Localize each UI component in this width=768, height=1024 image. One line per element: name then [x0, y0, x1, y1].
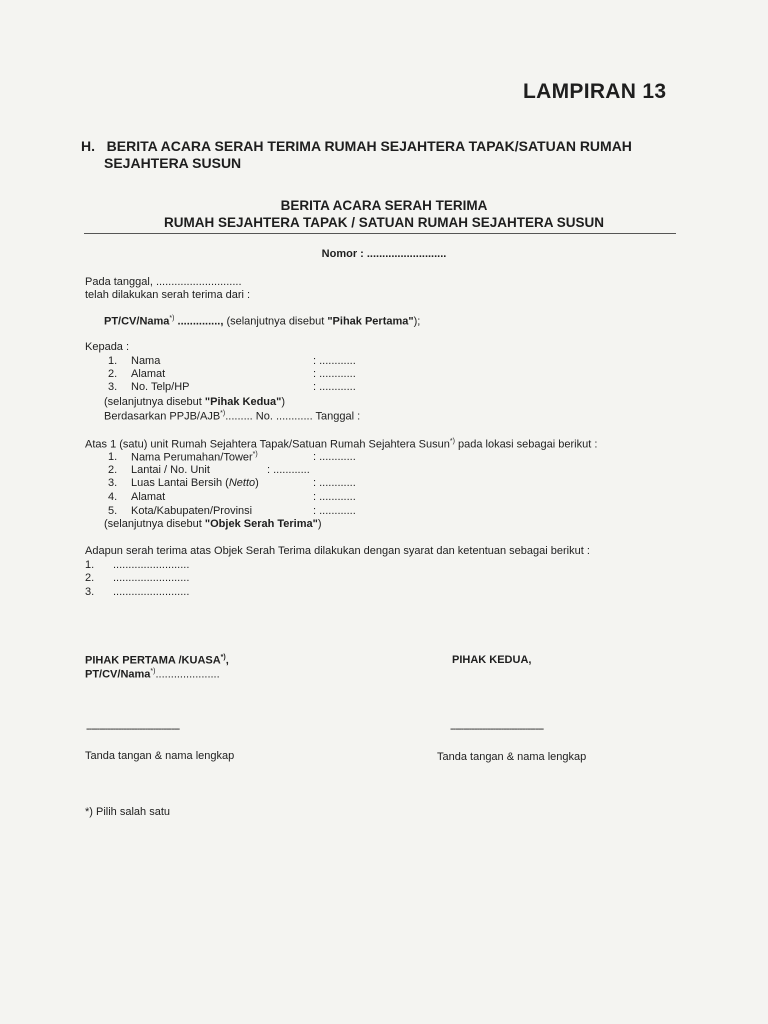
kepada-item-num: 1. — [108, 355, 118, 367]
sebut-end: ) — [281, 396, 286, 408]
sebut-pre: (selanjutnya disebut — [104, 396, 205, 408]
syarat-item-num: 2. — [85, 572, 95, 584]
unit-intro-pre: Atas 1 (satu) unit Rumah Sejahtera Tapak/Satuan Rumah Sejahtera Susun — [85, 438, 450, 451]
ppjb-rest: ......... No. ............ Tanggal : — [225, 410, 361, 423]
lampiran-heading: LAMPIRAN 13 — [523, 80, 667, 103]
left-pt-sup: *) — [150, 668, 156, 675]
syarat-item-dots: ......................... — [113, 559, 190, 571]
unit-item-text: Luas Lantai Bersih ( — [131, 477, 229, 489]
section-title-line2: SEJAHTERA SUSUN — [104, 155, 242, 171]
syarat-item-num: 1. — [85, 559, 95, 571]
syarat-item-dots: ......................... — [113, 572, 190, 584]
pt-quote: "Pihak Pertama" — [327, 315, 414, 328]
objek-quote: "Objek Serah Terima" — [204, 518, 318, 530]
section-title-line1: BERITA ACARA SERAH TERIMA RUMAH SEJAHTERA TAPAK/SATUAN RUMAH — [106, 138, 632, 154]
pihak-kedua-title: PIHAK KEDUA, — [452, 654, 532, 666]
right-signature-line: ----------------------------------- — [450, 723, 544, 735]
section-label: H. — [81, 138, 95, 154]
unit-item-value: : ............ — [313, 505, 356, 517]
unit-item-italic: Netto — [228, 477, 256, 489]
pihak-kedua-quote: "Pihak Kedua" — [204, 396, 282, 408]
pihak-pertama-title-sup: *) — [220, 654, 226, 661]
unit-item-num: 5. — [108, 505, 118, 517]
pihak-kedua-line — [104, 396, 285, 408]
unit-item-num: 2. — [108, 464, 118, 476]
doc-title-line1: BERITA ACARA SERAH TERIMA — [280, 198, 488, 213]
pihak-pertama-line — [104, 315, 420, 328]
unit-item-num: 3. — [108, 477, 118, 489]
section-title — [81, 138, 632, 154]
footnote: *) Pilih salah satu — [85, 806, 170, 818]
pihak-pertama-pt — [85, 668, 220, 681]
pt-rest: (selanjutnya disebut — [223, 315, 328, 328]
kepada-item-label: No. Telp/HP — [131, 381, 190, 393]
unit-item-text: Nama Perumahan/Tower — [131, 451, 253, 464]
unit-item-label: Lantai / No. Unit — [131, 464, 210, 476]
kepada-label: Kepada : — [85, 341, 130, 353]
unit-item-value: : ............ — [313, 491, 356, 503]
ppjb-pre: Berdasarkan PPJB/AJB — [104, 410, 221, 423]
unit-item-label: Kota/Kabupaten/Provinsi — [131, 505, 253, 517]
serah-terima-dari-line: telah dilakukan serah terima dari : — [85, 289, 251, 301]
kepada-item-value: : ............ — [313, 368, 356, 380]
pt-sup: *) — [169, 315, 175, 322]
left-pt-dots: ..................... — [155, 668, 220, 681]
objek-end: ) — [317, 518, 322, 530]
left-signature-caption: Tanda tangan & nama lengkap — [85, 750, 235, 762]
title-divider — [84, 233, 676, 234]
unit-item-label — [131, 477, 259, 489]
pt-label: PT/CV/Nama — [104, 315, 170, 328]
objek-serah-terima-line — [104, 518, 322, 530]
unit-item-label — [131, 451, 258, 464]
syarat-item-dots: ......................... — [113, 586, 190, 598]
ppjb-sup: *) — [220, 410, 226, 417]
pihak-pertama-title-end: , — [225, 654, 229, 667]
kepada-item-num: 3. — [108, 381, 118, 393]
ppjb-line — [104, 410, 360, 423]
pt-dots: .............., — [174, 315, 224, 328]
unit-intro-sup: *) — [449, 438, 455, 445]
unit-intro-line — [85, 438, 597, 451]
unit-item-num: 4. — [108, 491, 118, 503]
nomor-line: Nomor : .......................... — [321, 248, 447, 260]
pt-end: ); — [413, 315, 421, 328]
unit-intro-rest: pada lokasi sebagai berikut : — [454, 438, 598, 451]
pihak-pertama-title-text: PIHAK PERTAMA /KUASA — [85, 654, 221, 667]
pada-tanggal-line: Pada tanggal, ............................ — [85, 276, 242, 288]
kepada-item-label: Alamat — [131, 368, 166, 380]
pihak-pertama-title — [85, 654, 229, 667]
kepada-item-label: Nama — [131, 355, 161, 367]
unit-item-text-end: ) — [255, 477, 259, 489]
left-pt-label: PT/CV/Nama — [85, 668, 151, 681]
unit-item-value: : ............ — [313, 451, 356, 463]
unit-item-label: Alamat — [131, 491, 166, 503]
syarat-item-num: 3. — [85, 586, 95, 598]
unit-item-value: : ............ — [267, 464, 310, 476]
unit-item-sup: *) — [252, 451, 258, 458]
objek-pre: (selanjutnya disebut — [104, 518, 205, 530]
kepada-item-num: 2. — [108, 368, 118, 380]
unit-item-num: 1. — [108, 451, 118, 463]
syarat-intro: Adapun serah terima atas Objek Serah Terima dilakukan dengan syarat dan ketentuan sebagai berikut : — [85, 545, 590, 557]
kepada-item-value: : ............ — [313, 355, 356, 367]
doc-title-line2: RUMAH SEJAHTERA TAPAK / SATUAN RUMAH SEJAHTERA SUSUN — [163, 215, 604, 230]
kepada-item-value: : ............ — [313, 381, 356, 393]
left-signature-line: ----------------------------------- — [86, 723, 180, 735]
unit-item-value: : ............ — [313, 477, 356, 489]
right-signature-caption: Tanda tangan & nama lengkap — [437, 751, 587, 763]
